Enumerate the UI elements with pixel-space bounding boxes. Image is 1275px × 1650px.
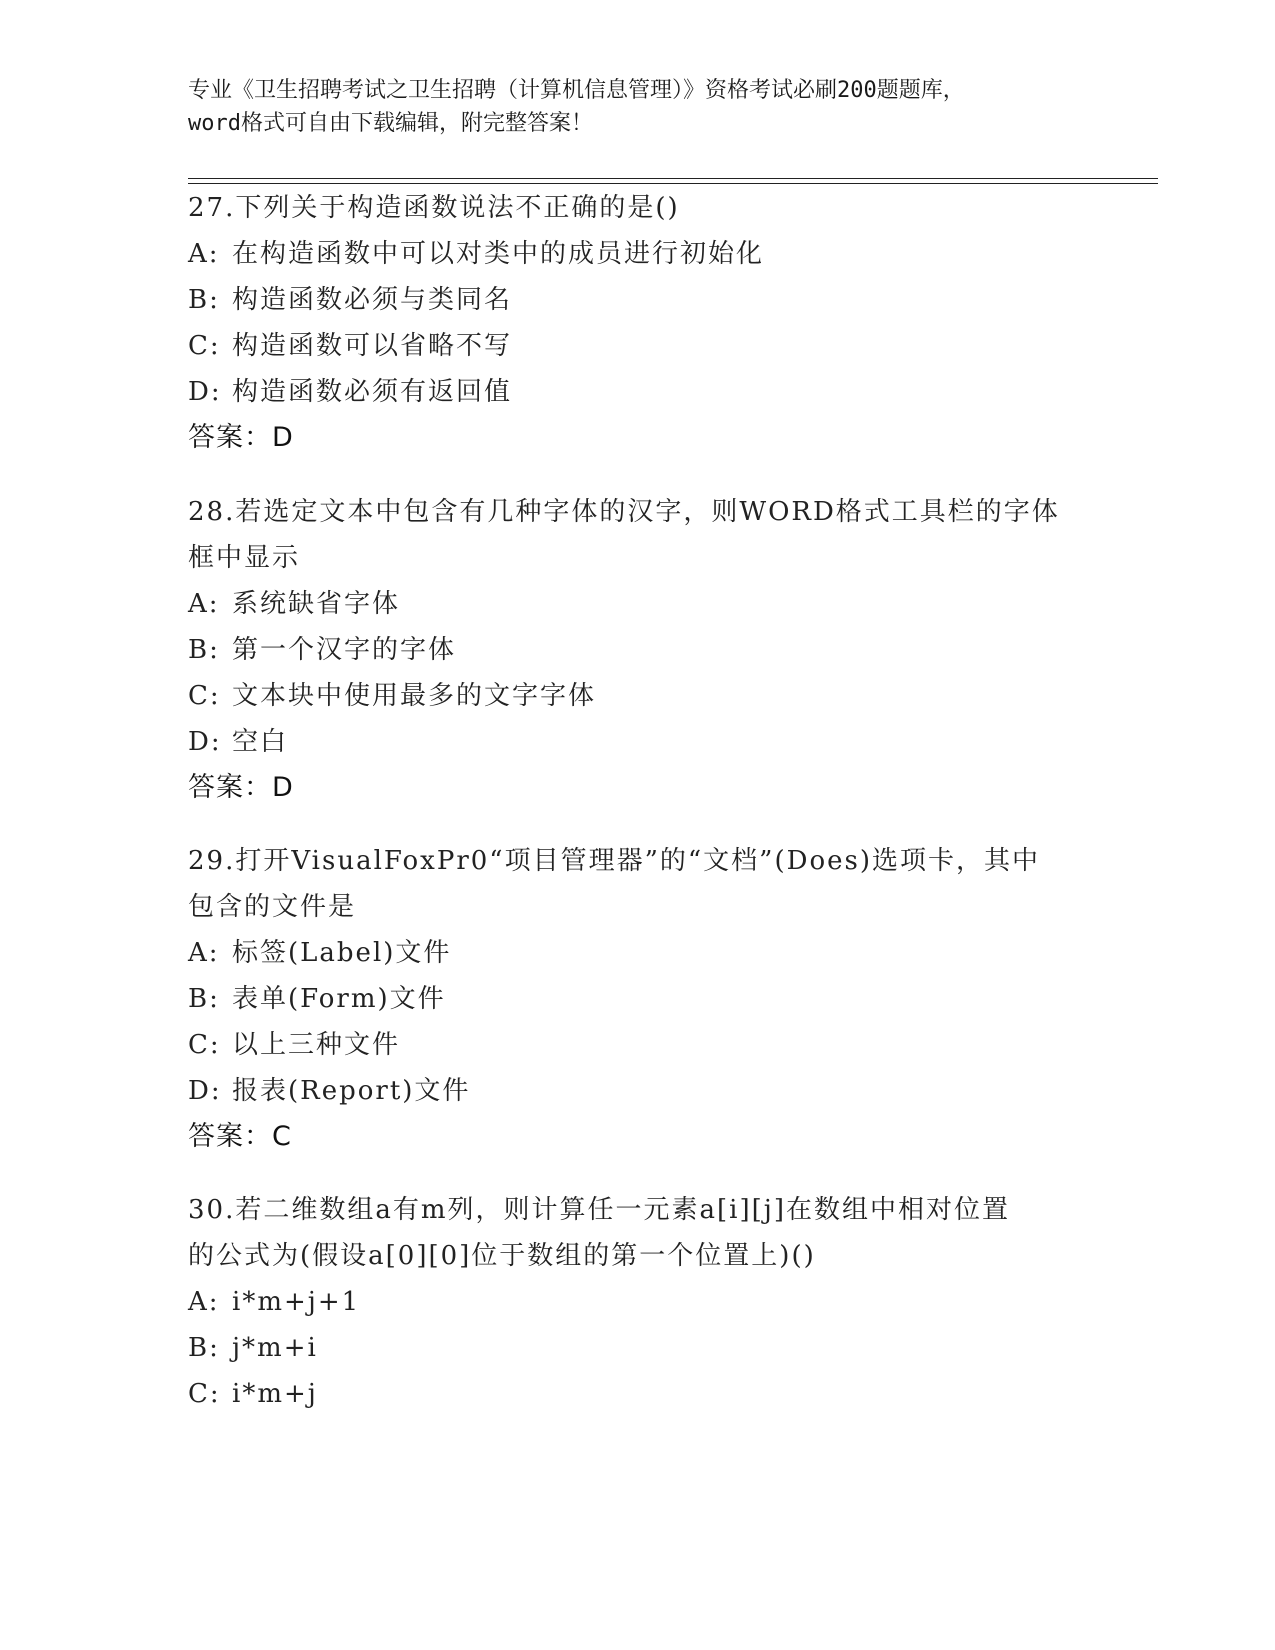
option-letter: A:: [188, 239, 220, 269]
option-d: [188, 1068, 1088, 1114]
option-letter: B:: [188, 1333, 220, 1363]
question-title: 28.若选定文本中包含有几种字体的汉字，则WORD格式工具栏的字体: [188, 497, 1060, 527]
option-text: 标签(Label)文件: [232, 938, 452, 968]
option-b: [188, 627, 1088, 673]
option-d: [188, 719, 1088, 765]
option-c: [188, 1022, 1088, 1068]
option-text: 构造函数可以省略不写: [232, 331, 513, 361]
question-title: 30.若二维数组a有m列，则计算任一元素a[i][j]在数组中相对位置: [188, 1195, 1010, 1225]
option-text: 第一个汉字的字体: [232, 635, 457, 665]
option-letter: B:: [188, 285, 220, 315]
option-letter: D:: [188, 1076, 222, 1106]
option-text: 空白: [232, 727, 289, 757]
option-a: [188, 930, 1088, 976]
option-text: 文本块中使用最多的文字字体: [232, 681, 597, 711]
option-a: [188, 581, 1088, 627]
question-title-continued: 包含的文件是: [188, 892, 357, 922]
answer: 答案：D: [188, 772, 294, 803]
option-letter: C:: [188, 1379, 221, 1409]
option-text: i*m+j+1: [232, 1287, 361, 1317]
question-title: 27.下列关于构造函数说法不正确的是(): [188, 193, 680, 223]
option-text: j*m+i: [232, 1333, 318, 1363]
option-a: [188, 1279, 1088, 1325]
option-b: [188, 976, 1088, 1022]
question-29: [188, 838, 1088, 1160]
option-text: 构造函数必须与类同名: [232, 285, 513, 315]
question-title-continued: 框中显示: [188, 543, 301, 573]
option-letter: A:: [188, 589, 220, 619]
option-text: 以上三种文件: [232, 1030, 401, 1060]
option-letter: A:: [188, 1287, 220, 1317]
option-text: i*m+j: [232, 1379, 318, 1409]
question-title: 29.打开VisualFoxPr0“项目管理器”的“文档”(Does)选项卡，其中: [188, 846, 1040, 876]
document-header: [188, 74, 1108, 140]
question-27: [188, 185, 1088, 461]
answer: 答案：C: [188, 1121, 292, 1152]
option-c: [188, 323, 1088, 369]
question-title-continued: 的公式为(假设a[0][0]位于数组的第一个位置上)(): [188, 1241, 816, 1271]
header-line-1: 专业《卫生招聘考试之卫生招聘（计算机信息管理）》资格考试必刷200题题库，: [188, 78, 965, 103]
question-30: [188, 1187, 1088, 1417]
header-line-2: word格式可自由下载编辑，附完整答案！: [188, 111, 593, 136]
option-d: [188, 369, 1088, 415]
option-a: [188, 231, 1088, 277]
option-b: [188, 1325, 1088, 1371]
option-text: 系统缺省字体: [232, 589, 401, 619]
question-28: [188, 489, 1088, 811]
option-text: 在构造函数中可以对类中的成员进行初始化: [232, 239, 765, 269]
option-text: 表单(Form)文件: [232, 984, 446, 1014]
option-c: [188, 673, 1088, 719]
option-text: 报表(Report)文件: [232, 1076, 471, 1106]
option-letter: B:: [188, 635, 220, 665]
option-letter: A:: [188, 938, 220, 968]
option-letter: C:: [188, 331, 221, 361]
header-divider-top: [188, 178, 1158, 179]
option-letter: C:: [188, 1030, 221, 1060]
option-text: 构造函数必须有返回值: [232, 377, 513, 407]
option-c: [188, 1371, 1088, 1417]
answer: 答案：D: [188, 422, 294, 453]
option-letter: B:: [188, 984, 220, 1014]
option-letter: D:: [188, 727, 222, 757]
option-letter: C:: [188, 681, 221, 711]
header-divider-bottom: [188, 183, 1158, 184]
option-b: [188, 277, 1088, 323]
option-letter: D:: [188, 377, 222, 407]
